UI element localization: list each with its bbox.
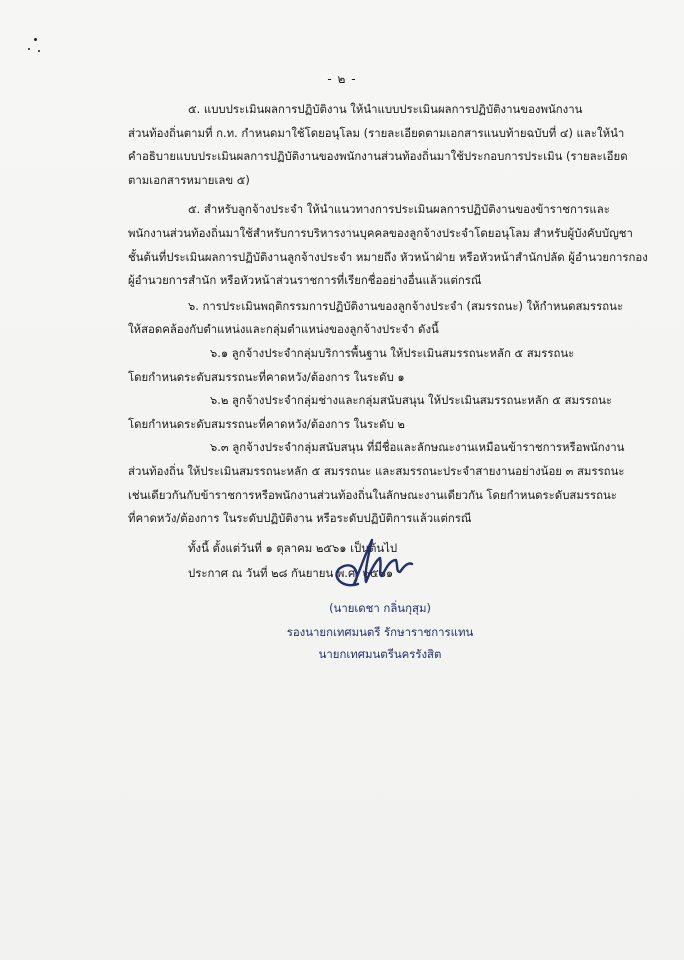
signatory-office: นายกเทศมนตรีนครรังสิต [318,647,442,661]
paragraph-6-competency [128,295,624,342]
scan-specks [28,34,48,64]
page-number: - ๒ - [327,72,357,86]
text-line: ๖.๓ ลูกจ้างประจำกลุ่มสนับสนุน ที่มีชื่อและลักษณะงานเหมือนข้าราชการหรือพนักงาน [210,440,625,455]
signature-block [250,532,510,662]
text-line: ๖.๑ ลูกจ้างประจำกลุ่มบริการพื้นฐาน ให้ประเมินสมรรถนะหลัก ๕ สมรรถนะ [210,345,575,360]
text-line: โดยกำหนดระดับสมรรถนะที่คาดหวัง/ต้องการ ในระดับ ๒ [128,416,405,431]
paragraph-6-3 [128,436,625,530]
text-line: ชั้นต้นที่ประเมินผลการปฏิบัติงานลูกจ้างประจำ หมายถึง หัวหน้าฝ่าย หรือหัวหน้าสำนักปลัด ผู้อำนวยการกอง [128,249,648,264]
signatory-title: รองนายกเทศมนตรี รักษาราชการแทน [286,625,474,639]
paragraph-6-2 [128,389,613,436]
text-line: ๕. แบบประเมินผลการปฏิบัติงาน ให้นำแบบประเมินผลการปฏิบัติงานของพนักงาน [188,102,583,116]
paragraph-5-evaluation-form [128,98,628,192]
text-line: ๕. สำหรับลูกจ้างประจำ ให้นำแนวทางการประเมินผลการปฏิบัติงานของข้าราชการและ [188,202,610,217]
text-line: ส่วนท้องถิ่นตามที่ ก.ท. กำหนดมาใช้โดยอนุโลม (รายละเอียดตามเอกสารแนบท้ายฉบับที่ ๔) และให้นำ [128,125,625,140]
announcement-date: ประกาศ ณ วันที่ ๒๘ กันยายน พ.ศ. ๒๕๖๑ [188,566,394,581]
document-body [128,98,648,586]
text-line: พนักงานส่วนท้องถิ่นมาใช้สำหรับการบริหารงานบุคคลของลูกจ้างประจำโดยอนุโลม สำหรับผู้บังคับบัญชา [128,225,633,240]
text-line: ๖. การประเมินพฤติกรรมการปฏิบัติงานของลูกจ้างประจำ (สมรรถนะ) ให้กำหนดสมรรถนะ [188,298,624,313]
handwritten-signature [320,532,430,598]
text-line: ๖.๒ ลูกจ้างประจำกลุ่มช่างและกลุ่มสนับสนุน ให้ประเมินสมรรถนะหลัก ๕ สมรรถนะ [210,393,613,408]
text-line: ผู้อำนวยการสำนัก หรือหัวหน้าส่วนราชการที่เรียกชื่ออย่างอื่นแล้วแต่กรณี [128,273,482,288]
text-line: คำอธิบายแบบประเมินผลการปฏิบัติงานของพนักงานส่วนท้องถิ่นมาใช้ประกอบการประเมิน (รายละเอียด [128,149,628,164]
text-line: ตามเอกสารหมายเลข ๕) [128,172,250,187]
paragraph-5-permanent-employee [128,198,648,292]
text-line: เช่นเดียวกันกับข้าราชการหรือพนักงานส่วนท้องถิ่นในลักษณะงานเดียวกัน โดยกำหนดระดับสมรรถนะ [128,487,617,502]
text-line: ที่คาดหวัง/ต้องการ ในระดับปฏิบัติงาน หรือระดับปฏิบัติการแล้วแต่กรณี [128,511,472,526]
signatory-name: (นายเดชา กลิ่นกุสุม) [329,601,431,615]
effective-date: ทั้งนี้ ตั้งแต่วันที่ ๑ ตุลาคม ๒๕๖๑ เป็นต้นไป [188,540,398,555]
text-line: ส่วนท้องถิ่น ให้ประเมินสมรรถนะหลัก ๕ สมรรถนะ และสมรรถนะประจำสายงานอย่างน้อย ๓ สมรรถนะ [128,463,625,478]
text-line: โดยกำหนดระดับสมรรถนะที่คาดหวัง/ต้องการ ในระดับ ๑ [128,369,405,384]
text-line: ให้สอดคล้องกับตำแหน่งและกลุ่มตำแหน่งของลูกจ้างประจำ ดังนี้ [128,322,439,337]
paragraph-6-1 [128,342,594,389]
